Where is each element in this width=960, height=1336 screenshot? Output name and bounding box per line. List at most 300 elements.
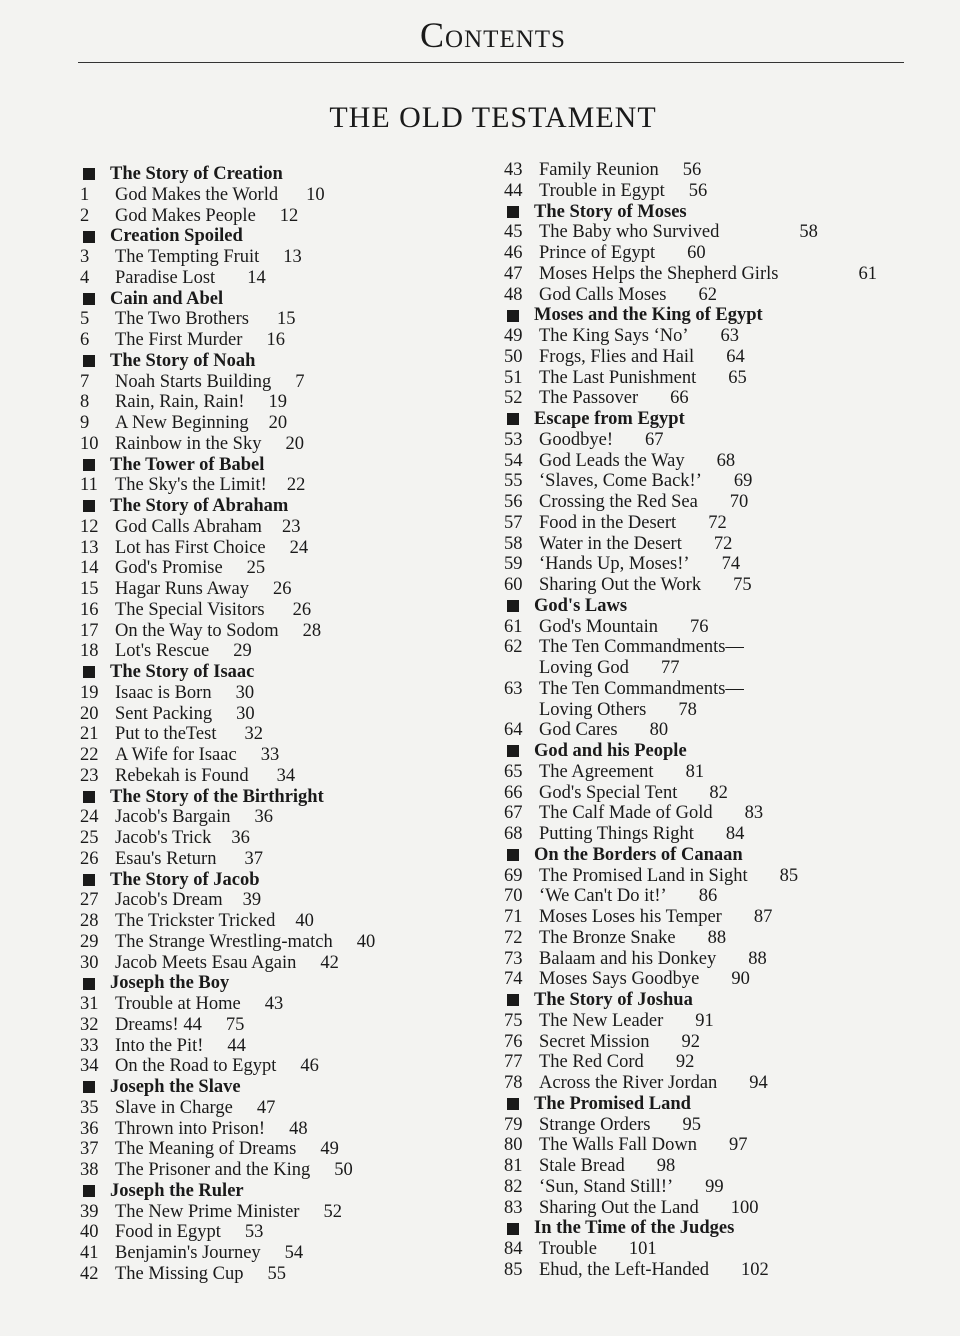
contents-entry <box>504 720 924 741</box>
entry-title: On the Road to Egypt <box>115 1056 277 1077</box>
contents-entry <box>80 517 460 538</box>
entry-page-number: 90 <box>731 969 750 990</box>
entry-number: 61 <box>504 616 523 637</box>
section-heading-text: Joseph the Ruler <box>110 1180 244 1201</box>
entry-page-number: 72 <box>708 512 727 533</box>
section-heading <box>80 870 460 891</box>
entry-page-number: 92 <box>675 1052 695 1073</box>
entry-page-number: 60 <box>687 243 706 263</box>
entry-title: Hagar Runs Away <box>115 579 249 599</box>
entry-number: 5 <box>80 309 90 330</box>
contents-entry <box>504 1073 924 1094</box>
entry-number: 45 <box>504 222 523 243</box>
entry-number: 38 <box>80 1160 99 1180</box>
entry-page-number: 34 <box>276 765 296 786</box>
square-bullet-icon <box>83 791 95 803</box>
entry-title: Sent Packing <box>115 703 213 724</box>
entry-title: The Missing Cup <box>115 1263 244 1284</box>
entry-title: ‘We Can't Do it!’ <box>539 886 667 907</box>
entry-title: ‘Slaves, Come Back!’ <box>539 471 702 492</box>
section-heading <box>504 990 924 1011</box>
square-bullet-icon <box>83 1081 95 1093</box>
entry-number: 30 <box>80 952 99 973</box>
entry-page-number: 92 <box>681 1031 700 1052</box>
contents-entry <box>504 824 924 845</box>
entry-title: Lot has First Choice <box>115 537 266 558</box>
contents-entry <box>80 890 460 911</box>
contents-entry <box>504 1156 924 1177</box>
entry-number: 81 <box>504 1156 523 1176</box>
contents-entry <box>80 579 460 600</box>
section-heading <box>504 741 924 762</box>
contents-entry <box>80 932 460 953</box>
section-heading <box>80 226 460 247</box>
entry-title: Jacob's Bargain <box>115 807 231 828</box>
contents-entry <box>504 513 924 534</box>
entry-number: 47 <box>504 263 523 284</box>
section-heading-text: Creation Spoiled <box>110 226 243 247</box>
entry-page-number: 101 <box>628 1239 657 1259</box>
entry-number: 68 <box>504 824 523 844</box>
contents-entry <box>80 1036 460 1057</box>
entry-number: 40 <box>80 1222 99 1243</box>
square-bullet-icon <box>83 978 95 990</box>
contents-entry <box>80 1056 460 1077</box>
entry-title: The Prisoner and the King <box>115 1160 311 1180</box>
entry-number: 57 <box>504 512 523 533</box>
entry-number: 36 <box>80 1118 99 1139</box>
entry-title: God's Promise <box>115 558 223 579</box>
contents-entry <box>80 538 460 559</box>
square-bullet-icon <box>83 500 95 512</box>
entry-number: 79 <box>504 1114 523 1135</box>
entry-number: 76 <box>504 1031 523 1052</box>
entry-page-number: 20 <box>268 413 288 433</box>
section-heading-text: The Story of Noah <box>110 350 256 371</box>
contents-entry <box>504 534 924 555</box>
entry-page-number: 44 <box>227 1035 246 1056</box>
entry-number: 3 <box>80 247 90 267</box>
entry-number: 11 <box>80 475 98 496</box>
page-title: Contents <box>420 15 566 55</box>
contents-entry <box>80 911 460 932</box>
entry-number: 21 <box>80 724 99 745</box>
entry-number: 72 <box>504 927 523 948</box>
contents-entry <box>80 683 460 704</box>
section-heading-text: The Story of Isaac <box>110 662 255 682</box>
section-heading-text: Cain and Abel <box>110 288 224 309</box>
entry-number: 44 <box>504 180 523 201</box>
contents-entry <box>80 828 460 849</box>
contents-entry <box>80 185 460 206</box>
entry-page-number: 56 <box>682 160 702 180</box>
entry-page-number: 48 <box>289 1118 308 1139</box>
entry-number: 29 <box>80 931 99 952</box>
square-bullet-icon <box>83 459 95 471</box>
entry-page-number: 102 <box>741 1259 769 1280</box>
section-heading <box>504 305 924 326</box>
entry-page-number: 50 <box>334 1160 353 1180</box>
contents-entry <box>80 268 460 289</box>
entry-page-number: 85 <box>779 865 799 886</box>
entry-page-number: 25 <box>246 558 266 579</box>
contents-entry <box>80 1119 460 1140</box>
entry-title: Noah Starts Building <box>115 371 272 392</box>
entry-page-number: 40 <box>295 911 314 931</box>
contents-entry <box>80 330 460 351</box>
section-heading-text: The Story of Creation <box>110 164 283 184</box>
entry-page-number: 54 <box>284 1243 304 1263</box>
entry-number: 15 <box>80 579 99 599</box>
section-heading <box>504 409 924 430</box>
entry-number: 7 <box>80 371 90 392</box>
entry-page-number: 68 <box>716 450 736 471</box>
contents-entry <box>504 554 924 575</box>
entry-page-number: 82 <box>709 782 728 803</box>
contents-entry <box>504 1260 924 1281</box>
section-heading-text: The Story of the Birthright <box>110 786 324 807</box>
contents-entry <box>504 762 924 783</box>
entry-number: 22 <box>80 745 99 765</box>
square-bullet-icon <box>83 1185 95 1197</box>
entry-title: Dreams! 44 <box>115 1014 202 1035</box>
entry-number: 69 <box>504 865 523 886</box>
section-heading-text: Escape from Egypt <box>534 409 685 429</box>
entry-title: Isaac is Born <box>115 682 212 703</box>
section-heading-text: Joseph the Slave <box>110 1077 241 1097</box>
entry-page-number: 55 <box>267 1263 286 1284</box>
entry-number: 78 <box>504 1073 523 1093</box>
entry-number: 27 <box>80 890 99 911</box>
entry-title: Goodbye! <box>539 429 613 450</box>
entry-title: Sharing Out the Work <box>539 575 702 595</box>
square-bullet-icon <box>83 355 95 367</box>
entry-title: Strange Orders <box>539 1114 651 1135</box>
entry-title: The Ten Commandments— <box>539 678 744 699</box>
entry-number: 13 <box>80 537 99 558</box>
entry-number: 48 <box>504 284 523 305</box>
section-heading <box>80 973 460 994</box>
entry-page-number: 16 <box>266 330 285 350</box>
contents-entry <box>80 621 460 642</box>
entry-page-number: 72 <box>713 533 733 554</box>
entry-title: The Ten Commandments— <box>539 637 744 658</box>
contents-entry <box>80 1202 460 1223</box>
contents-entry <box>80 766 460 787</box>
entry-page-number: 15 <box>277 309 296 330</box>
section-heading <box>80 787 460 808</box>
entry-number: 82 <box>504 1176 523 1197</box>
entry-title: Jacob's Dream <box>115 890 223 911</box>
entry-title: A New Beginning <box>115 413 249 433</box>
contents-entry <box>504 1177 924 1198</box>
section-heading <box>80 289 460 310</box>
entry-title: Esau's Return <box>115 848 217 869</box>
entry-title: A Wife for Isaac <box>115 745 237 765</box>
section-heading-text: God's Laws <box>534 595 628 616</box>
entry-number: 10 <box>80 433 99 454</box>
entry-number: 6 <box>80 330 90 350</box>
entry-title: The New Prime Minister <box>115 1201 300 1222</box>
entry-title: Sharing Out the Land <box>539 1197 699 1218</box>
entry-number: 71 <box>504 907 523 927</box>
entry-title: ‘Hands Up, Moses!’ <box>539 554 690 575</box>
entry-page-number: 46 <box>300 1056 319 1077</box>
contents-entry <box>504 264 924 285</box>
entry-page-number: 97 <box>728 1135 748 1156</box>
contents-entry <box>80 807 460 828</box>
entry-title: The Special Visitors <box>115 599 265 620</box>
entry-title: Rebekah is Found <box>115 765 249 786</box>
entry-page-number: 10 <box>306 184 325 205</box>
section-heading-text: The Story of Abraham <box>110 496 289 516</box>
entry-title: Food in the Desert <box>539 512 677 533</box>
contents-entry <box>80 372 460 393</box>
entry-number: 46 <box>504 243 523 263</box>
entry-page-number: 87 <box>753 907 773 927</box>
contents-entry <box>80 1243 460 1264</box>
entry-page-number: 43 <box>264 994 284 1014</box>
entry-page-number: 14 <box>247 267 266 288</box>
contents-entry <box>80 724 460 745</box>
entry-page-number: 32 <box>244 724 263 745</box>
entry-page-number: 76 <box>689 616 709 637</box>
entry-number: 85 <box>504 1259 523 1280</box>
entry-page-number: 88 <box>748 948 767 969</box>
entry-title: The First Murder <box>115 330 243 350</box>
entry-title: God's Mountain <box>539 616 658 637</box>
contents-entry <box>504 285 924 306</box>
entry-number: 58 <box>504 533 523 554</box>
entry-page-number: 78 <box>678 699 697 720</box>
section-heading-text: God and his People <box>534 741 687 761</box>
contents-entry <box>504 368 924 389</box>
entry-title: Frogs, Flies and Hail <box>539 346 695 367</box>
entry-title: On the Way to Sodom <box>115 620 279 641</box>
section-heading <box>80 455 460 476</box>
entry-page-number: 86 <box>698 886 718 907</box>
entry-page-number: 88 <box>707 927 727 948</box>
section-heading <box>504 845 924 866</box>
entry-number: 77 <box>504 1052 523 1073</box>
entry-page-number: 69 <box>733 471 753 492</box>
section-heading <box>80 1181 460 1202</box>
entry-page-number: 83 <box>744 803 764 824</box>
entry-title: God Cares <box>539 720 618 741</box>
entry-number: 83 <box>504 1197 523 1218</box>
contents-entry <box>504 347 924 368</box>
entry-title: The Strange Wrestling-match <box>115 931 333 952</box>
entry-number: 17 <box>80 620 99 641</box>
entry-number: 19 <box>80 682 99 703</box>
entry-number: 31 <box>80 994 99 1014</box>
entry-title: Loving Others <box>539 699 647 720</box>
entry-number: 39 <box>80 1201 99 1222</box>
square-bullet-icon <box>83 666 95 678</box>
entry-page-number: 70 <box>729 492 749 512</box>
contents-entry <box>504 1052 924 1073</box>
entry-title: The Promised Land in Sight <box>539 865 748 886</box>
square-bullet-icon <box>83 231 95 243</box>
contents-entry <box>80 475 460 496</box>
entry-title: God Makes the World <box>115 184 279 205</box>
entry-page-number: 36 <box>254 807 274 828</box>
square-bullet-icon <box>507 849 519 861</box>
entry-title: Put to theTest <box>115 724 217 745</box>
square-bullet-icon <box>507 745 519 757</box>
entry-number: 54 <box>504 450 523 471</box>
contents-entry <box>80 953 460 974</box>
entry-page-number: 42 <box>320 952 339 973</box>
entry-number: 74 <box>504 969 523 990</box>
entry-page-number: 61 <box>858 263 877 284</box>
entry-title: Water in the Desert <box>539 533 682 554</box>
contents-entry <box>80 247 460 268</box>
contents-entry <box>504 492 924 513</box>
entry-page-number: 33 <box>260 745 280 765</box>
entry-title: Paradise Lost <box>115 267 216 288</box>
contents-entry <box>504 783 924 804</box>
contents-entry <box>80 641 460 662</box>
entry-title: The Last Punishment <box>539 367 697 388</box>
entry-title: The King Says ‘No’ <box>539 326 689 346</box>
contents-entry <box>80 849 460 870</box>
section-heading-text: Joseph the Boy <box>110 973 230 994</box>
contents-entry <box>504 1011 924 1032</box>
entry-page-number: 66 <box>670 388 689 409</box>
contents-entry <box>504 575 924 596</box>
entry-page-number: 20 <box>285 433 304 454</box>
contents-entry <box>80 994 460 1015</box>
contents-entry <box>80 1222 460 1243</box>
entry-number: 64 <box>504 720 523 741</box>
entry-number: 14 <box>80 558 99 579</box>
entry-page-number: 52 <box>323 1201 342 1222</box>
section-heading-text: The Promised Land <box>534 1093 691 1114</box>
entry-page-number: 62 <box>698 284 717 305</box>
entry-page-number: 91 <box>695 1010 714 1031</box>
square-bullet-icon <box>507 310 519 322</box>
contents-entry <box>80 600 460 621</box>
contents-entry <box>504 637 924 658</box>
entry-title: God's Special Tent <box>539 782 678 803</box>
entry-number: 80 <box>504 1135 523 1156</box>
square-bullet-icon <box>507 206 519 218</box>
square-bullet-icon <box>507 994 519 1006</box>
section-heading-text: The Story of Moses <box>534 201 687 222</box>
entry-number: 12 <box>80 516 99 537</box>
section-heading-text: The Tower of Babel <box>110 454 265 475</box>
section-heading <box>80 662 460 683</box>
entry-title: Slave in Charge <box>115 1097 233 1118</box>
entry-page-number: 22 <box>286 475 306 496</box>
entry-title: The Baby who Survived <box>539 222 720 243</box>
entry-page-number: 77 <box>660 658 680 678</box>
contents-entry <box>504 222 924 243</box>
entry-title: ‘Sun, Stand Still!’ <box>539 1176 674 1197</box>
entry-number: 59 <box>504 554 523 575</box>
entry-page-number: 26 <box>272 579 292 599</box>
contents-entry <box>80 1160 460 1181</box>
entry-number: 60 <box>504 575 523 595</box>
entry-page-number: 80 <box>649 720 669 741</box>
entry-title: Trouble in Egypt <box>539 180 665 201</box>
contents-entry <box>504 617 924 638</box>
contents-entry <box>504 326 924 347</box>
entry-page-number: 67 <box>644 429 664 450</box>
entry-title: Putting Things Right <box>539 824 694 844</box>
square-bullet-icon <box>83 168 95 180</box>
contents-entry <box>504 949 924 970</box>
entry-number: 23 <box>80 765 99 786</box>
entry-number: 56 <box>504 492 523 512</box>
entry-title: Moses Helps the Shepherd Girls <box>539 263 779 284</box>
title-rule <box>78 62 904 63</box>
entry-page-number: 100 <box>730 1197 759 1218</box>
contents-entry <box>504 928 924 949</box>
contents-entry <box>504 1198 924 1219</box>
entry-title: God Makes People <box>115 205 256 226</box>
entry-page-number: 94 <box>749 1073 768 1093</box>
entry-number: 84 <box>504 1239 523 1259</box>
entry-number: 70 <box>504 886 523 907</box>
square-bullet-icon <box>507 413 519 425</box>
entry-title: The Red Cord <box>539 1052 644 1073</box>
section-heading <box>80 351 460 372</box>
contents-entry <box>80 413 460 434</box>
entry-page-number: 56 <box>688 180 708 201</box>
entry-title: The Meaning of Dreams <box>115 1139 297 1160</box>
section-heading <box>504 1218 924 1239</box>
entry-title: Across the River Jordan <box>539 1073 718 1093</box>
entry-title: Moses Says Goodbye <box>539 969 700 990</box>
entry-title: The Tempting Fruit <box>115 247 260 267</box>
entry-title: Jacob Meets Esau Again <box>115 952 297 973</box>
entry-number: 41 <box>80 1243 99 1263</box>
entry-number: 20 <box>80 703 99 724</box>
entry-title: The Agreement <box>539 761 654 782</box>
section-heading-text: On the Borders of Canaan <box>534 844 743 865</box>
entry-title: Lot's Rescue <box>115 641 210 662</box>
entry-number: 33 <box>80 1035 99 1056</box>
entry-number: 8 <box>80 392 90 413</box>
entry-page-number: 74 <box>721 554 741 575</box>
contents-entry <box>504 969 924 990</box>
entry-page-number: 53 <box>244 1222 264 1243</box>
entry-title: Rain, Rain, Rain! <box>115 392 245 413</box>
entry-title: Loving God <box>539 658 629 678</box>
entry-page-number: 75 <box>225 1014 245 1035</box>
entry-page-number: 95 <box>682 1114 701 1135</box>
entry-number: 37 <box>80 1139 99 1160</box>
contents-entry <box>504 471 924 492</box>
entry-page-number: 98 <box>656 1156 676 1176</box>
entry-number: 34 <box>80 1056 99 1077</box>
entry-number: 43 <box>504 160 523 180</box>
entry-page-number: 65 <box>728 367 747 388</box>
contents-entry <box>504 803 924 824</box>
entry-title: Ehud, the Left-Handed <box>539 1259 710 1280</box>
entry-page-number: 19 <box>268 392 287 413</box>
entry-title: God Calls Moses <box>539 284 667 305</box>
section-heading-text: In the Time of the Judges <box>534 1218 735 1239</box>
square-bullet-icon <box>83 293 95 305</box>
entry-number: 62 <box>504 637 523 658</box>
entry-title: The Passover <box>539 388 639 409</box>
entry-title: The New Leader <box>539 1010 664 1031</box>
entry-title: The Calf Made of Gold <box>539 803 713 824</box>
entry-page-number: 28 <box>302 620 322 641</box>
